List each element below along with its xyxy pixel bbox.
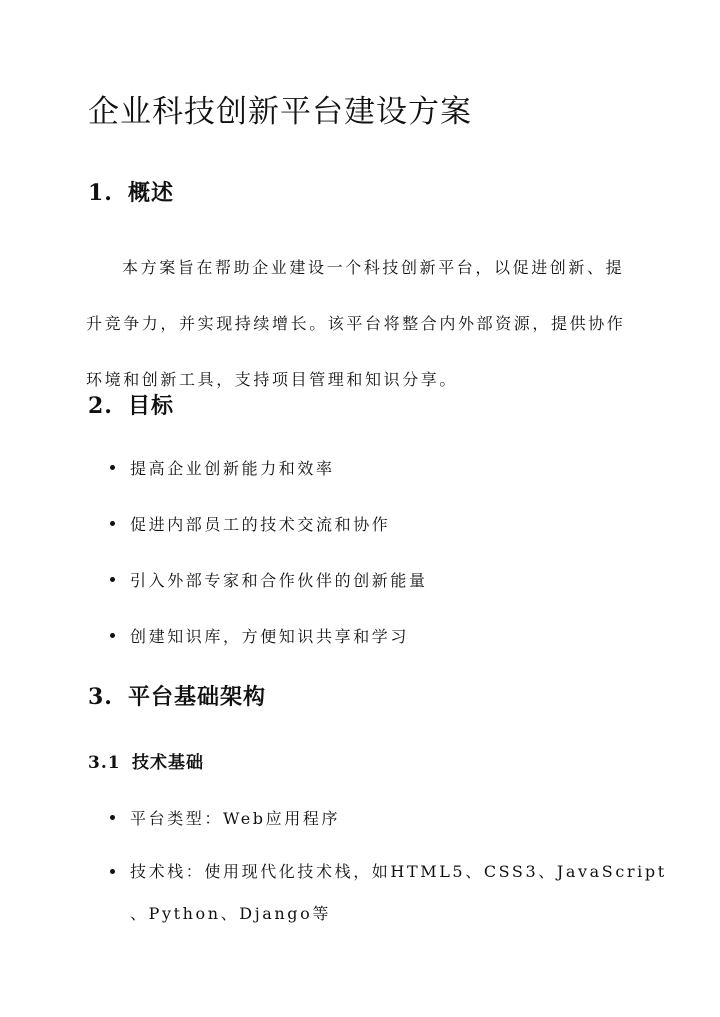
bullet-icon	[110, 869, 115, 874]
subsection-heading-tech-foundation	[88, 748, 204, 773]
list-item-text: 平台类型：Web应用程序	[130, 809, 341, 828]
list-item-text: 促进内部员工的技术交流和协作	[130, 515, 391, 534]
list-item-text: 引入外部专家和合作伙伴的创新能量	[130, 571, 428, 590]
section-heading-overview	[88, 176, 174, 207]
list-item	[110, 624, 409, 647]
section-title: 平台基础架构	[128, 684, 267, 710]
subsection-number: 3.1	[88, 753, 121, 773]
list-item	[110, 806, 340, 829]
bullet-icon	[110, 633, 115, 638]
section-number: 1.	[88, 180, 113, 206]
bullet-icon	[110, 815, 115, 820]
list-item	[110, 512, 390, 535]
list-item-text: 提高企业创新能力和效率	[130, 459, 335, 478]
list-item	[110, 456, 335, 479]
subsection-title: 技术基础	[132, 753, 204, 773]
list-item-text: 技术栈：使用现代化技术栈，如HTML5、CSS3、JavaScript	[130, 862, 667, 881]
list-item	[110, 851, 667, 935]
section-title: 概述	[128, 180, 175, 206]
bullet-icon	[110, 577, 115, 582]
section-heading-goals	[88, 389, 174, 420]
bullet-icon	[110, 465, 115, 470]
overview-paragraph: 本方案旨在帮助企业建设一个科技创新平台，以促进创新、提升竞争力，并实现持续增长。该平台将整合内外部资源，提供协作环境和创新工具，支持项目管理和知识分享。	[86, 258, 626, 389]
section-number: 2.	[88, 393, 113, 419]
section-heading-architecture	[88, 680, 266, 711]
list-item-text: 创建知识库，方便知识共享和学习	[130, 627, 410, 646]
document-title: 企业科技创新平台建设方案	[88, 94, 472, 130]
bullet-icon	[110, 521, 115, 526]
section-number: 3.	[88, 684, 113, 710]
list-item-text-continued: 、Python、Django等	[130, 904, 331, 923]
section-title: 目标	[128, 393, 175, 419]
list-item	[110, 568, 428, 591]
